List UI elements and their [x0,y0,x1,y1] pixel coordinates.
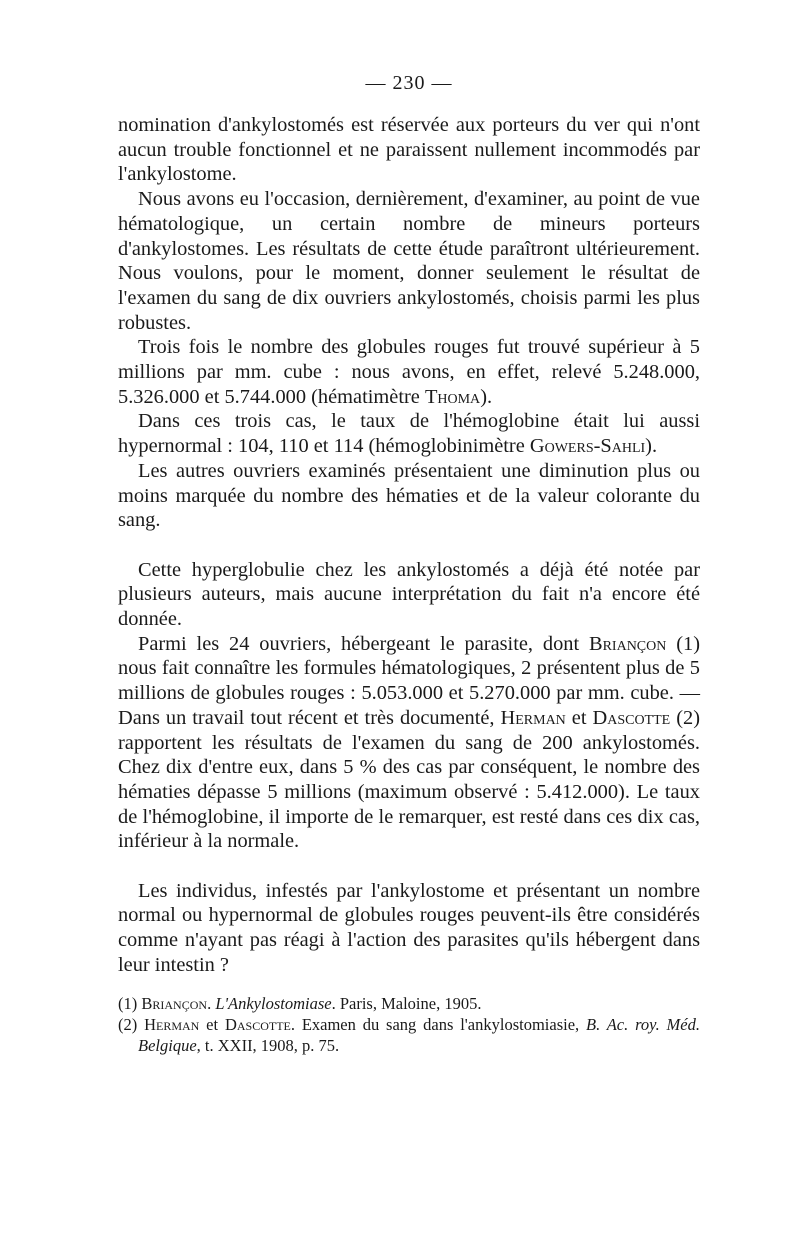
text-run: ). [480,385,493,408]
page-number: — 230 — [365,72,453,94]
author-name: Dascotte [592,706,671,729]
text-run: (1) [118,994,142,1013]
footnote [118,1014,700,1056]
paragraph [118,879,700,978]
text-run: et [199,1015,225,1034]
text-run: (1) nous fait connaître les formules hématologiques, 2 présentent plus de 5 millions de globules rouges : 5.053.000 et 5.270.000 par mm. cube. — Dans un travail tout récent et très documenté, [118,632,700,729]
text-run: Les individus, infestés par l'ankylostome et présentant un nombre normal ou hypernormal de globules rouges peuvent-ils être considérés comme n'ayant pas réagi à l'action des parasites qu'ils hébergent dans leur intestin ? [118,879,700,976]
paragraph [118,113,700,187]
text-run: Trois fois le nombre des globules rouges fut trouvé supérieur à 5 millions par mm. cube : nous avons, en effet, relevé 5.248.000, 5.326.000 et 5.744.000 (hématimètre [118,336,700,408]
body-text [118,113,700,978]
paragraph [118,459,700,533]
author-name: Herman [500,706,566,729]
text-run: . [207,994,216,1013]
paragraph [118,335,700,409]
author-name: Briançon [588,632,667,655]
author-name: Gowers-Sahli [529,435,646,458]
author-name: Thoma [424,385,481,408]
author-name: Herman [144,1015,200,1034]
author-name: Dascotte [224,1015,291,1034]
text-run: Nous avons eu l'occasion, dernièrement, d'examiner, au point de vue hématologique, un certain nombre de mineurs porteurs d'ankylostomes. Les résultats de cette étude paraîtront ultérieurement. Nous voulons, pour le moment, donner seulement le résultat de l'examen du sang de dix ouvriers ankylostomés, choisis parmi les plus robustes. [118,188,700,334]
text-run: (2) [118,1015,145,1034]
paragraph [118,558,700,632]
text-run: . Paris, Maloine, 1905. [331,994,482,1013]
paragraph [118,187,700,335]
text-run: et [565,706,593,729]
paragraph [118,409,700,458]
text-run: Les autres ouvriers examinés présentaient une diminution plus ou moins marquée du nombre des hématies et de la valeur colorante du sang. [118,459,700,532]
text-run: , t. XXII, 1908, p. 75. [196,1036,340,1055]
document-page [118,0,700,1253]
text-run: Cette hyperglobulie chez les ankylostomés a déjà été notée par plusieurs auteurs, mais aucune interprétation du fait n'a encore été donnée. [118,558,700,631]
footnotes [118,993,700,1056]
text-run: (2) rapportent les résultats de l'examen du sang de 200 ankylostomés. Chez dix d'entre eux, dans 5 % des cas par conséquent, le nombre des hématies dépasse 5 millions (maximum observé : 5.412.000). Le taux de l'hémoglobine, il importe de le remarquer, est resté dans ces dix cas, inférieur à la normale. [118,706,700,853]
author-name: Briançon [141,994,208,1013]
text-run: ). [645,435,658,458]
citation-title: B. Ac. roy. Méd. Belgique [138,1015,700,1055]
text-run: Dans ces trois cas, le taux de l'hémoglobine était lui aussi hypernormal : 104, 110 et 114 (hémoglobinimètre [118,410,700,458]
paragraph [118,632,700,854]
footnote [118,993,700,1014]
text-run: . Examen du sang dans l'ankylostomiasie, [290,1015,586,1034]
text-run: Parmi les 24 ouvriers, hébergeant le parasite, dont [138,632,589,655]
text-run: nomination d'ankylostomés est réservée aux porteurs du ver qui n'ont aucun trouble fonctionnel et ne paraissent nullement incommodés par l'ankylostome. [118,114,700,186]
citation-title: L'Ankylostomiase [215,994,332,1013]
